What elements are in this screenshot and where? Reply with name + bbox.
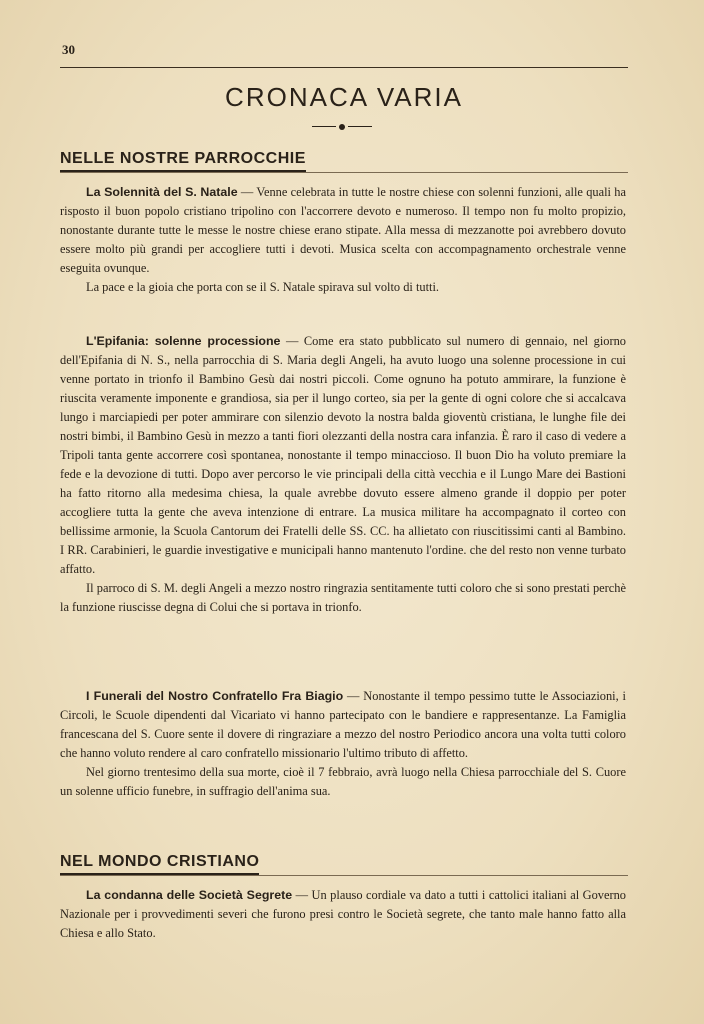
section-heading-parrocchie: NELLE NOSTRE PARROCCHIE: [60, 150, 306, 172]
article-funerali: [60, 687, 626, 801]
section-rule: [60, 172, 628, 173]
article-paragraph: Il parroco di S. M. degli Angeli a mezzo nostro ringrazia sentitamente tutti coloro che si sono prestati perchè la funzione riuscisse degna di Colui che si portava in trionfo.: [60, 581, 626, 614]
page-title: CRONACA VARIA: [225, 82, 463, 112]
article-epifania: [60, 332, 626, 617]
article-paragraph: La pace e la gioia che porta con se il S. Natale spirava sul volto di tutti.: [86, 280, 440, 294]
article-societa-segrete: [60, 886, 626, 943]
article-text: — Come era stato pubblicato sul numero di gennaio, nel giorno dell'Epifania di N. S., nella parrocchia di S. Maria degli Angeli, ha avuto luogo una solenne processione in cui venne portato in trionfo il Bambino Gesù dai nostri piccoli. Come ognuno ha potuto ammirare, la funzione è riuscita veramente imponente e grandiosa, sia per il lungo corteo, sia per la gente di ogni colore che si accalcava lungo i marciapiedi per poter ammirare con silenzio devoto la nostra balda gioventù cristiana, le lunghe file dei nostri bimbi, il Bambino Gesù in mezzo a tanti fiori olezzanti della nostra cara infanzia. È raro il caso di vedere a Tripoli tanta gente accorrere così spontanea, nonostante il tempo minaccioso. Il buon Dio ha voluto premiare la fede e la devozione di tutti. Dopo aver percorso le vie principali della città vecchia e il Lungo Mare dei Bastioni ha fatto ritorno alla medesima chiesa, la quale avrebbe dovuto essere almeno grande il doppio per poter accogliere tutta la gente che aveva intenzione di entrare. La musica militare ha accompagnato il corteo con bellissime armonie, la Scuola Cantorum dei Fratelli delle SS. CC. ha allietato con riuscitissimi canti al Bambino. I RR. Carabinieri, le guardie investigative e municipali hanno mantenuto l'ordine. che del resto non venne turbato affatto.: [60, 334, 626, 576]
article-text: — Nonostante il tempo pessimo tutte le Associazioni, i Circoli, le Scuole dipendenti dal Vicariato vi hanno partecipato con le bandiere e rappresentanze. La Famiglia francescana del S. Cuore sente il dovere di ringraziare a mezzo del nostro Periodico ancora una volta tutti coloro che hanno voluto rendere al caro confratello missionario l'ultimo tributo di affetto.: [60, 689, 626, 760]
article-paragraph: [60, 183, 626, 278]
article-paragraph: [60, 332, 626, 579]
article-lead: La Solennità del S. Natale: [86, 185, 238, 199]
article-paragraph: [60, 687, 626, 763]
article-natale: [60, 183, 626, 297]
article-lead: I Funerali del Nostro Confratello Fra Biagio: [86, 689, 344, 703]
top-rule: [60, 67, 628, 68]
article-lead: L'Epifania: solenne processione: [86, 334, 281, 348]
article-lead: La condanna delle Società Segrete: [86, 888, 293, 902]
article-text: — Un plauso cordiale va dato a tutti i cattolici italiani al Governo Nazionale per i provvedimenti severi che furono presi contro le Società segrete, che tanto male hanno fatto alla Chiesa e allo Stato.: [60, 888, 626, 940]
section-heading-mondo-cristiano: NEL MONDO CRISTIANO: [60, 853, 259, 875]
page-number: 30: [62, 42, 75, 57]
article-paragraph: [60, 886, 626, 943]
title-ornament: [312, 124, 372, 130]
section-rule: [60, 875, 628, 876]
article-text: — Venne celebrata in tutte le nostre chiese con solenni funzioni, alle quali ha risposto il buon popolo cristiano tripolino con l'accorrere devoto e numeroso. Il tempo non fu molto propizio, nonostante durante tutte le messe le nostre chiese erano stipate. Alla messa di mezzanotte poi avrebbero dovuto essere molto più grandi per accogliere tutti i devoti. Musica scelta con accompagnamento orchestrale venne eseguita ovunque.: [60, 185, 626, 275]
article-paragraph: Nel giorno trentesimo della sua morte, cioè il 7 febbraio, avrà luogo nella Chiesa parrocchiale del S. Cuore un solenne ufficio funebre, in suffragio dell'anima sua.: [60, 765, 626, 798]
